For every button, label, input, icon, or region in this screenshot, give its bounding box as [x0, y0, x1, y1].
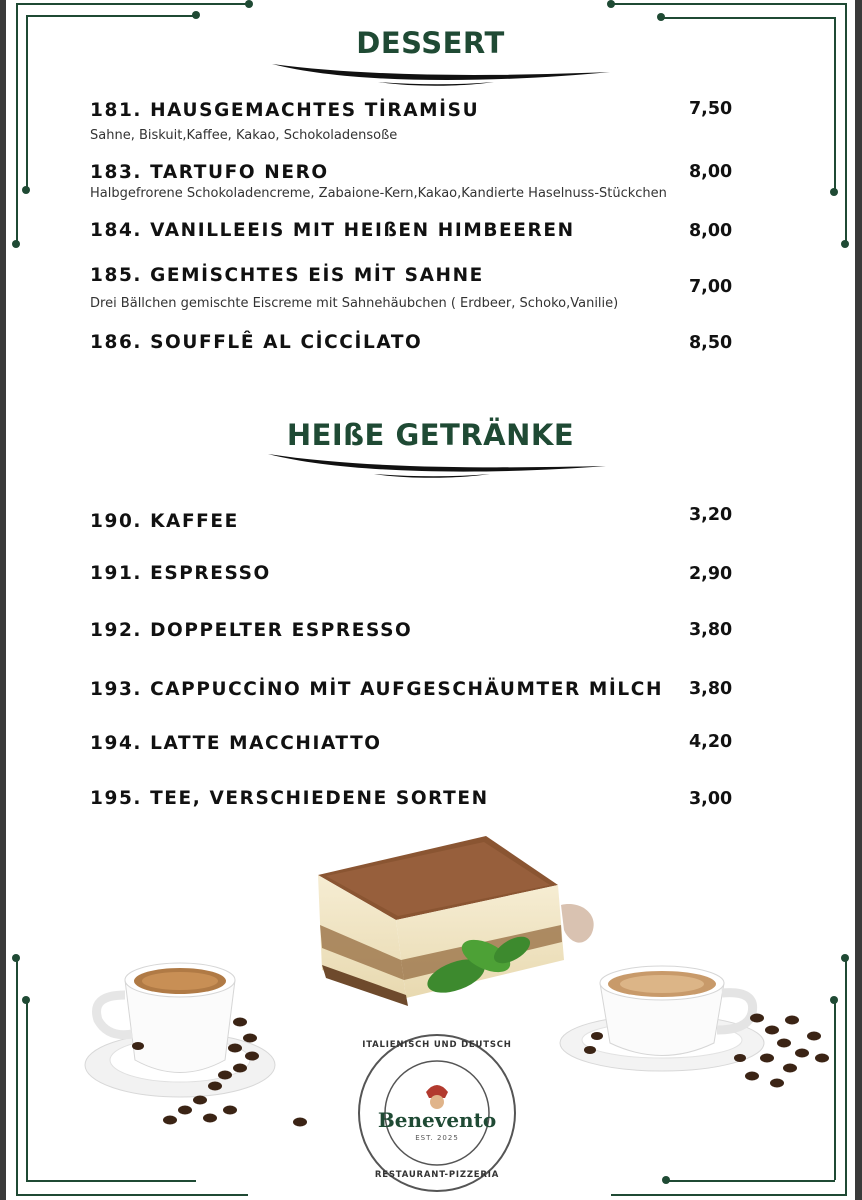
menu-item-description: Sahne, Biskuit,Kaffee, Kakao, Schokoladensoße — [90, 128, 398, 143]
menu-item-price: 3,00 — [689, 789, 733, 809]
coffee-cup-illustration — [552, 958, 837, 1108]
menu-item-price: 4,20 — [689, 732, 733, 752]
menu-item-price: 3,20 — [689, 505, 733, 525]
menu-item-name: 184. VANILLEEIS MIT HEIßEN HIMBEEREN — [90, 220, 575, 241]
restaurant-logo — [356, 1032, 518, 1194]
menu-item-name: 194. LATTE MACCHIATTO — [90, 733, 382, 754]
menu-item-price: 7,00 — [689, 277, 733, 297]
menu-item-name: 183. TARTUFO NERO — [90, 162, 329, 183]
logo-bottom-text: RESTAURANT-PIZZERIA — [374, 1170, 500, 1180]
menu-item-description: Halbgefrorene Schokoladencreme, Zabaione-Kern,Kakao,Kandierte Haselnuss-Stückchen — [90, 186, 667, 201]
espresso-cup-illustration — [80, 950, 310, 1135]
logo-name: Benevento — [377, 1108, 497, 1132]
menu-item-name: 181. HAUSGEMACHTES TİRAMİSU — [90, 100, 480, 121]
menu-item-name: 192. DOPPELTER ESPRESSO — [90, 620, 413, 641]
menu-item-name: 186. SOUFFLÊ AL CİCCİLATO — [90, 332, 423, 353]
menu-item-name: 185. GEMİSCHTES EİS MİT SAHNE — [90, 265, 484, 286]
menu-item-price: 8,00 — [689, 221, 733, 241]
title-swoosh — [268, 52, 614, 92]
title-swoosh — [264, 446, 610, 486]
section-title-dessert: DESSERT — [356, 26, 505, 60]
menu-item-name: 195. TEE, VERSCHIEDENE SORTEN — [90, 788, 489, 809]
menu-item-price: 8,00 — [689, 162, 733, 182]
section-title-hot-drinks: HEIßE GETRÄNKE — [286, 418, 575, 452]
menu-item-price: 8,50 — [689, 333, 733, 353]
logo-est: EST. 2025 — [415, 1134, 459, 1142]
menu-page — [6, 0, 855, 1200]
menu-item-name: 193. CAPPUCCİNO MİT AUFGESCHÄUMTER MİLCH — [90, 679, 664, 700]
menu-item-description: Drei Bällchen gemischte Eiscreme mit Sahnehäubchen ( Erdbeer, Schoko,Vanilie) — [90, 296, 619, 311]
menu-item-price: 3,80 — [689, 620, 733, 640]
menu-item-name: 190. KAFFEE — [90, 511, 239, 532]
menu-item-name: 191. ESPRESSO — [90, 563, 271, 584]
logo-top-text: ITALIENISCH UND DEUTSCH — [362, 1040, 512, 1050]
menu-item-price: 7,50 — [689, 99, 733, 119]
menu-item-price: 2,90 — [689, 564, 733, 584]
menu-item-price: 3,80 — [689, 679, 733, 699]
